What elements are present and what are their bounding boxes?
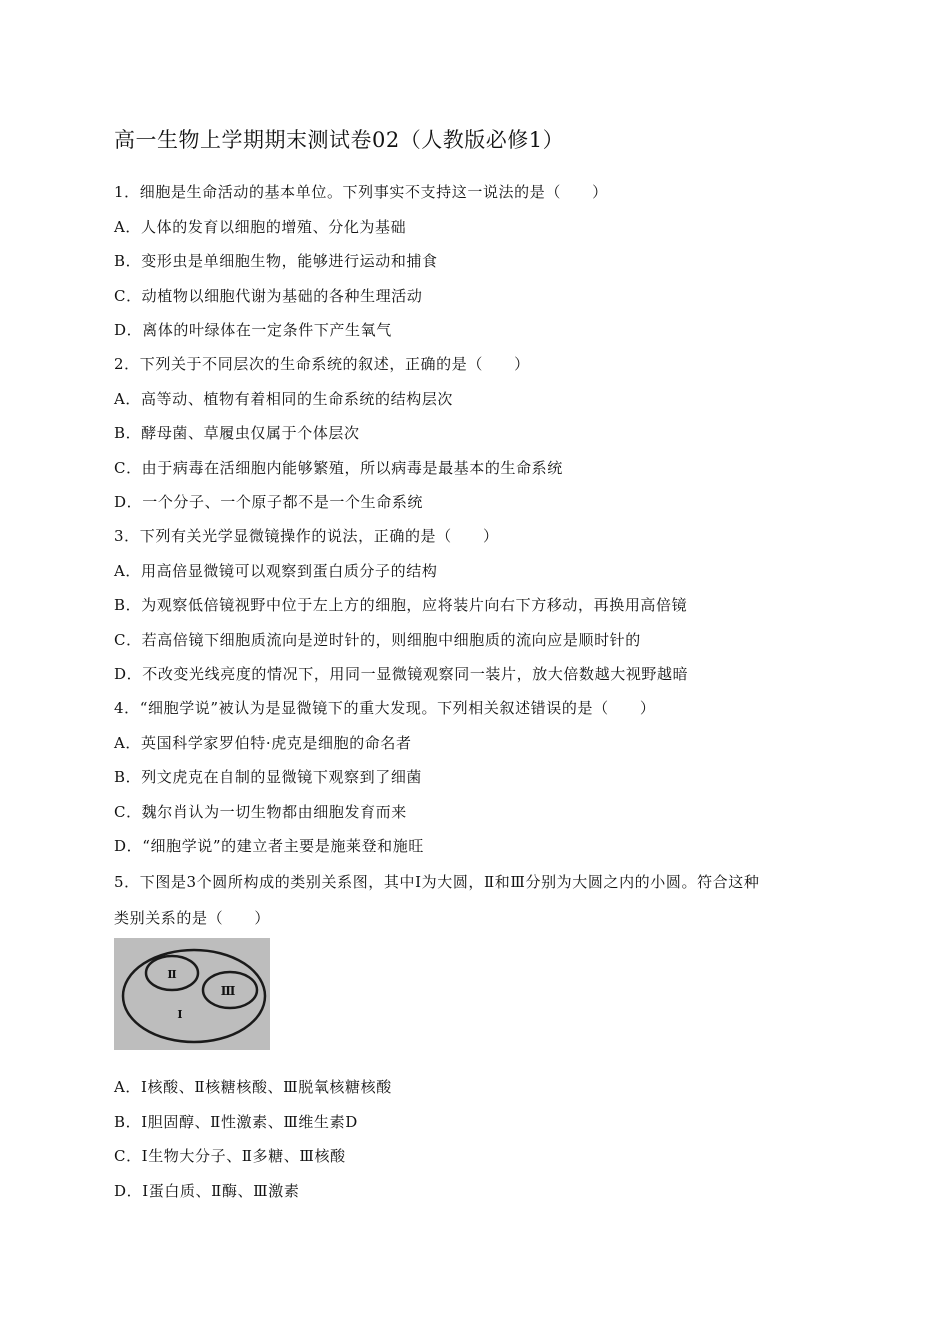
question-2-option-b: B．酵母菌、草履虫仅属于个体层次: [114, 424, 360, 442]
question-1-option-c: C．动植物以细胞代谢为基础的各种生理活动: [114, 287, 423, 305]
question-4-stem: 4．“细胞学说”被认为是显微镜下的重大发现。下列相关叙述错误的是（ ）: [114, 699, 656, 717]
question-5-option-b: B．Ⅰ胆固醇、Ⅱ性激素、Ⅲ维生素D: [114, 1113, 358, 1131]
question-4-option-d: D．“细胞学说”的建立者主要是施莱登和施旺: [114, 837, 424, 855]
question-5-option-a: A．Ⅰ核酸、Ⅱ核糖核酸、Ⅲ脱氧核糖核酸: [114, 1078, 392, 1096]
label-small-2: Ⅲ: [220, 984, 236, 998]
page-title: 高一生物上学期期末测试卷02（人教版必修1）: [114, 128, 565, 152]
question-2-option-a: A．高等动、植物有着相同的生命系统的结构层次: [114, 390, 454, 408]
label-small-1: Ⅱ: [167, 968, 177, 981]
question-5-option-d: D．Ⅰ蛋白质、Ⅱ酶、Ⅲ激素: [114, 1182, 300, 1200]
question-1-option-a: A．人体的发育以细胞的增殖、分化为基础: [114, 218, 407, 236]
question-4-option-c: C．魏尔肖认为一切生物都由细胞发育而来: [114, 803, 407, 821]
question-1-option-d: D．离体的叶绿体在一定条件下产生氧气: [114, 321, 392, 339]
question-1-stem: 1．细胞是生命活动的基本单位。下列事实不支持这一说法的是（ ）: [114, 183, 608, 201]
venn-diagram-figure: [114, 938, 270, 1050]
question-4-option-a: A．英国科学家罗伯特·虎克是细胞的命名者: [114, 734, 412, 752]
question-2-stem: 2．下列关于不同层次的生命系统的叙述，正确的是（ ）: [114, 355, 530, 373]
question-5-stem-line-2: 类别关系的是（ ）: [114, 909, 271, 927]
question-3-option-c: C．若高倍镜下细胞质流向是逆时针的，则细胞中细胞质的流向应是顺时针的: [114, 631, 641, 649]
question-3-option-b: B．为观察低倍镜视野中位于左上方的细胞，应将装片向右下方移动，再换用高倍镜: [114, 596, 688, 614]
question-5-option-c: C．Ⅰ生物大分子、Ⅱ多糖、Ⅲ核酸: [114, 1147, 346, 1165]
question-2-option-d: D．一个分子、一个原子都不是一个生命系统: [114, 493, 424, 511]
question-2-option-c: C．由于病毒在活细胞内能够繁殖，所以病毒是最基本的生命系统: [114, 459, 563, 477]
label-big: Ⅰ: [177, 1008, 183, 1021]
question-4-option-b: B．列文虎克在自制的显微镜下观察到了细菌: [114, 768, 423, 786]
question-3-option-a: A．用高倍显微镜可以观察到蛋白质分子的结构: [114, 562, 438, 580]
question-3-option-d: D．不改变光线亮度的情况下，用同一显微镜观察同一装片，放大倍数越大视野越暗: [114, 665, 689, 683]
question-5-stem-line-1: 5．下图是3个圆所构成的类别关系图，其中Ⅰ为大圆，Ⅱ和Ⅲ分别为大圆之内的小圆。符合这种: [114, 873, 760, 891]
question-1-option-b: B．变形虫是单细胞生物，能够进行运动和捕食: [114, 252, 438, 270]
question-3-stem: 3．下列有关光学显微镜操作的说法，正确的是（ ）: [114, 527, 499, 545]
